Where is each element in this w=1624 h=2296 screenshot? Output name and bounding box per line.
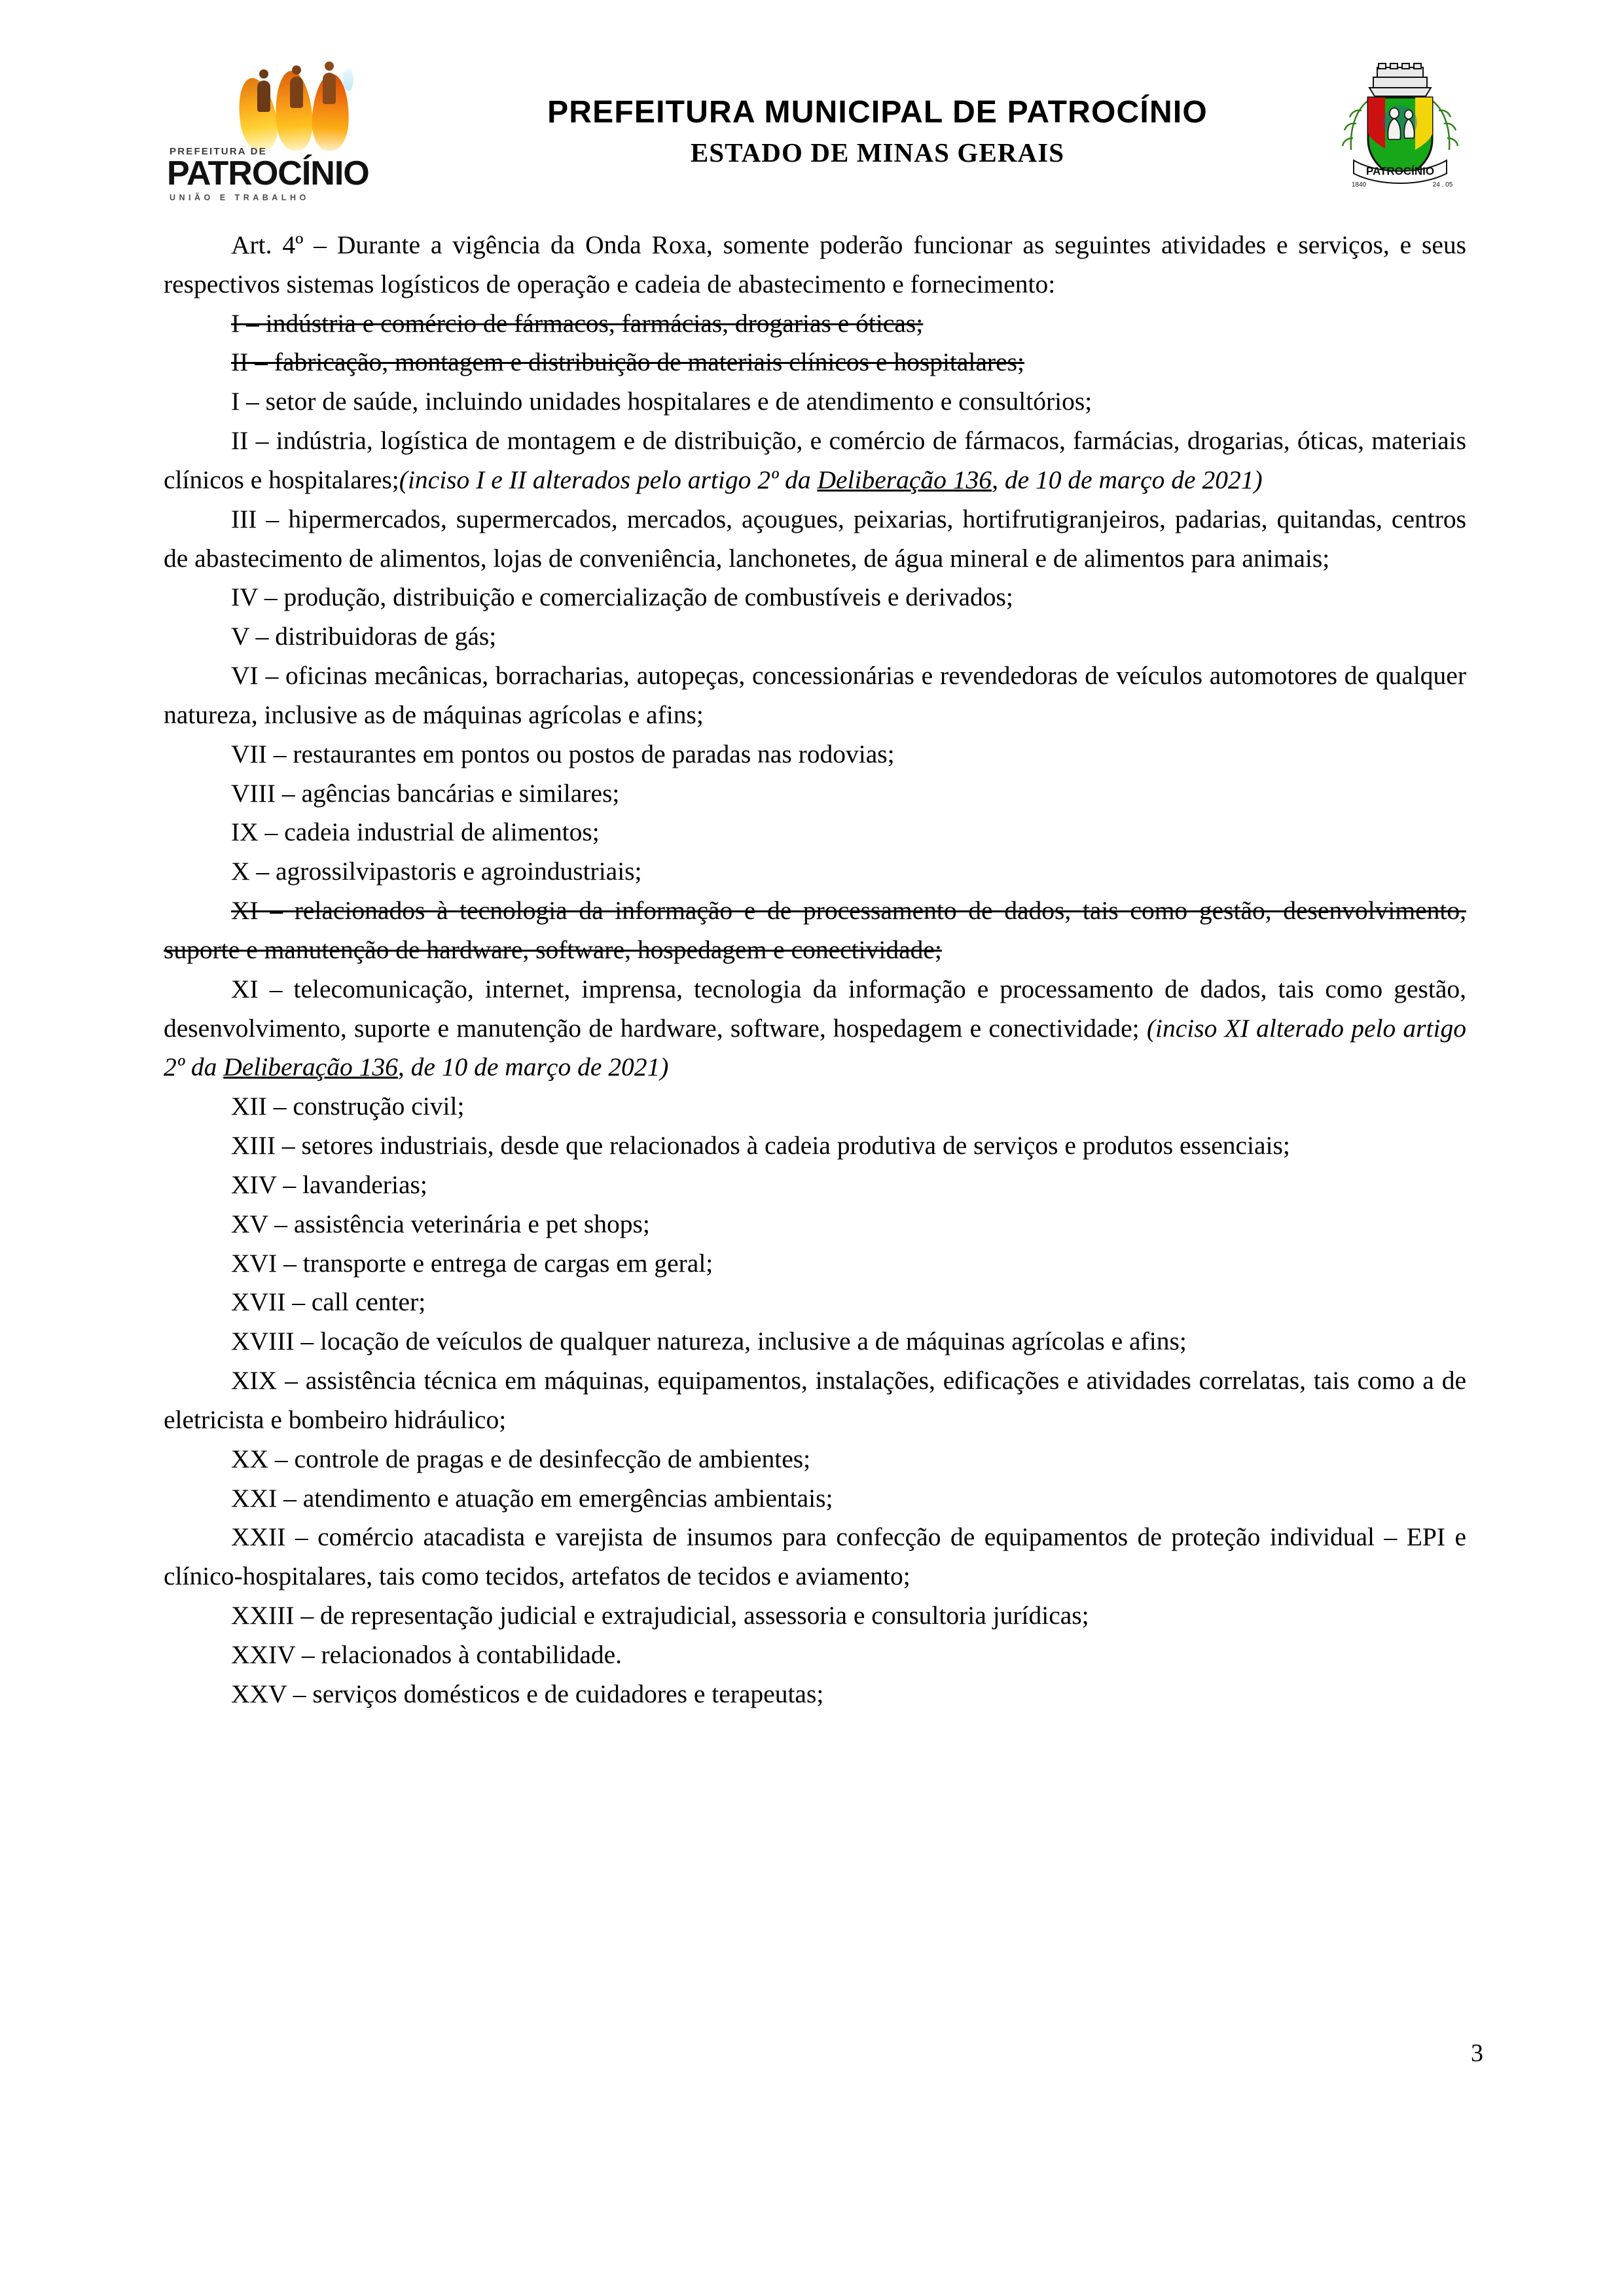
item-XI-note-suffix: , de 10 de março de 2021) — [397, 1052, 669, 1082]
logo-wordmark: PATROCÍNIO — [167, 154, 369, 192]
coat-of-arms-right-date: 24 . 05 — [1432, 181, 1453, 188]
paragraph-item-VI: VI – oficinas mecânicas, borracharias, autopeças, concessionárias e revendedoras de veículos automotores de qualquer natureza, inclusive as de máquinas agrícolas e afins; — [164, 661, 1466, 729]
paragraph-item-XVIII: XVIII – locação de veículos de qualquer natureza, inclusive a de máquinas agrícolas e afins; — [231, 1327, 1187, 1356]
logo-kicker: PREFEITURA DE — [170, 145, 267, 157]
paragraph-item-IX: IX – cadeia industrial de alimentos; — [231, 817, 600, 847]
paragraph-item-V: V – distribuidoras de gás; — [231, 622, 497, 651]
page-title: PREFEITURA MUNICIPAL DE PATROCÍNIO — [547, 94, 1208, 130]
spark-icon — [343, 69, 353, 91]
paragraph-item-XIV: XIV – lavanderias; — [231, 1170, 427, 1199]
paragraph-item-XXIV: XXIV – relacionados à contabilidade. — [231, 1640, 623, 1669]
prefeitura-logo — [167, 67, 442, 203]
paragraph-item-II-struck — [164, 343, 1466, 382]
paragraph-item-XVII: XVII – call center; — [231, 1287, 426, 1317]
item-XI-note-prefix: (inciso XI alterado pelo artigo 2º da — [164, 1013, 1466, 1082]
paragraph-art4-lead: Art. 4º – Durante a vigência da Onda Roxa, somente poderão funcionar as seguintes atividades e serviços, e seus respectivos sistemas logísticos de operação e cadeia de abastecimento e fornecimento: — [164, 230, 1466, 298]
page-subtitle: ESTADO DE MINAS GERAIS — [690, 137, 1065, 168]
paragraph-item-III: III – hipermercados, supermercados, mercados, açougues, peixarias, hortifrutigranjeiros, padarias, quitandas, centros de abastecimento de alimentos, lojas de conveniência, lanchonetes, de água mineral e de alimentos para animais; — [164, 504, 1466, 573]
paragraph-item-XVI: XVI – transporte e entrega de cargas em geral; — [231, 1248, 713, 1278]
paragraph-item-XI — [164, 970, 1466, 1087]
page-number: 3 — [1471, 2039, 1483, 2067]
deliberacao-136-link-2[interactable]: Deliberação 136 — [223, 1052, 398, 1082]
logo-motto: UNIÃO E TRABALHO — [170, 193, 310, 203]
paragraph-item-XXII: XXII – comércio atacadista e varejista de insumos para confecção de equipamentos de proteção individual – EPI e clínico-hospitalares, tais como tecidos, artefatos de tecidos e aviamento; — [164, 1522, 1466, 1591]
paragraph-item-XII: XII – construção civil; — [231, 1092, 465, 1121]
document-header — [167, 62, 1487, 203]
paragraph-item-VII: VII – restaurantes em pontos ou postos de paradas nas rodovias; — [231, 739, 895, 768]
item-XI-text: XI – telecomunicação, internet, imprensa, tecnologia da informação e processamento de dados, tais como gestão, desenvolvimento, suporte e manutenção de hardware, software, hospedagem e conectividade; — [164, 974, 1466, 1043]
coat-of-arms-icon — [1313, 62, 1487, 193]
paragraph-item-I-struck — [164, 304, 1466, 344]
flame-people-icon — [244, 69, 359, 151]
item-II-note-suffix: , de 10 de março de 2021) — [992, 465, 1263, 494]
item-II-note-prefix: (inciso I e II alterados pelo artigo 2º da — [399, 465, 818, 494]
paragraph-item-II — [164, 422, 1466, 500]
person-figure-2 — [290, 77, 303, 108]
paragraph-item-XIII: XIII – setores industriais, desde que relacionados à cadeia produtiva de serviços e produtos essenciais; — [231, 1131, 1290, 1160]
struck-text-item-XI: XI – relacionados à tecnologia da informação e de processamento de dados, tais como gestão, desenvolvimento, suporte e manutenção de hardware, software, hospedagem e conectividade; — [164, 896, 1466, 964]
paragraph-item-XI-struck — [164, 891, 1466, 970]
header-titles — [442, 94, 1313, 168]
paragraph-item-XV: XV – assistência veterinária e pet shops; — [231, 1209, 650, 1238]
item-II-text: II – indústria, logística de montagem e de distribuição, e comércio de fármacos, farmácias, drogarias, óticas, materiais clínicos e hospitalares; — [164, 426, 1466, 494]
paragraph-item-XXV: XXV – serviços domésticos e de cuidadores e terapeutas; — [231, 1679, 824, 1708]
paragraph-item-XXI: XXI – atendimento e atuação em emergências ambientais; — [231, 1483, 833, 1513]
paragraph-item-VIII: VIII – agências bancárias e similares; — [231, 778, 620, 808]
person-figure-3 — [323, 73, 336, 104]
person-figure-1 — [257, 81, 270, 112]
document-body — [164, 226, 1466, 1713]
paragraph-item-XX: XX – controle de pragas e de desinfecção de ambientes; — [231, 1444, 811, 1473]
deliberacao-136-link-1[interactable]: Deliberação 136 — [817, 465, 992, 494]
paragraph-item-IV: IV – produção, distribuição e comercialização de combustíveis e derivados; — [231, 583, 1013, 612]
prefeitura-logo-text — [167, 146, 442, 203]
paragraph-item-I: I – setor de saúde, incluindo unidades hospitalares e de atendimento e consultórios; — [231, 387, 1092, 416]
paragraph-item-XXIII: XXIII – de representação judicial e extrajudicial, assessoria e consultoria jurídicas; — [231, 1600, 1089, 1630]
paragraph-item-X: X – agrossilvipastoris e agroindustriais; — [231, 857, 642, 886]
paragraph-item-XIX: XIX – assistência técnica em máquinas, equipamentos, instalações, edificações e atividades correlatas, tais como a de eletricista e bombeiro hidráulico; — [164, 1366, 1466, 1434]
struck-text-item-II: II – fabricação, montagem e distribuição de materiais clínicos e hospitalares; — [231, 348, 1024, 377]
struck-text-item-I: I – indústria e comércio de fármacos, farmácias, drogarias e óticas; — [231, 308, 924, 338]
coat-of-arms-motto: PATROCÍNIO — [1365, 165, 1435, 177]
coat-of-arms-left-date: 1840 — [1351, 181, 1367, 188]
